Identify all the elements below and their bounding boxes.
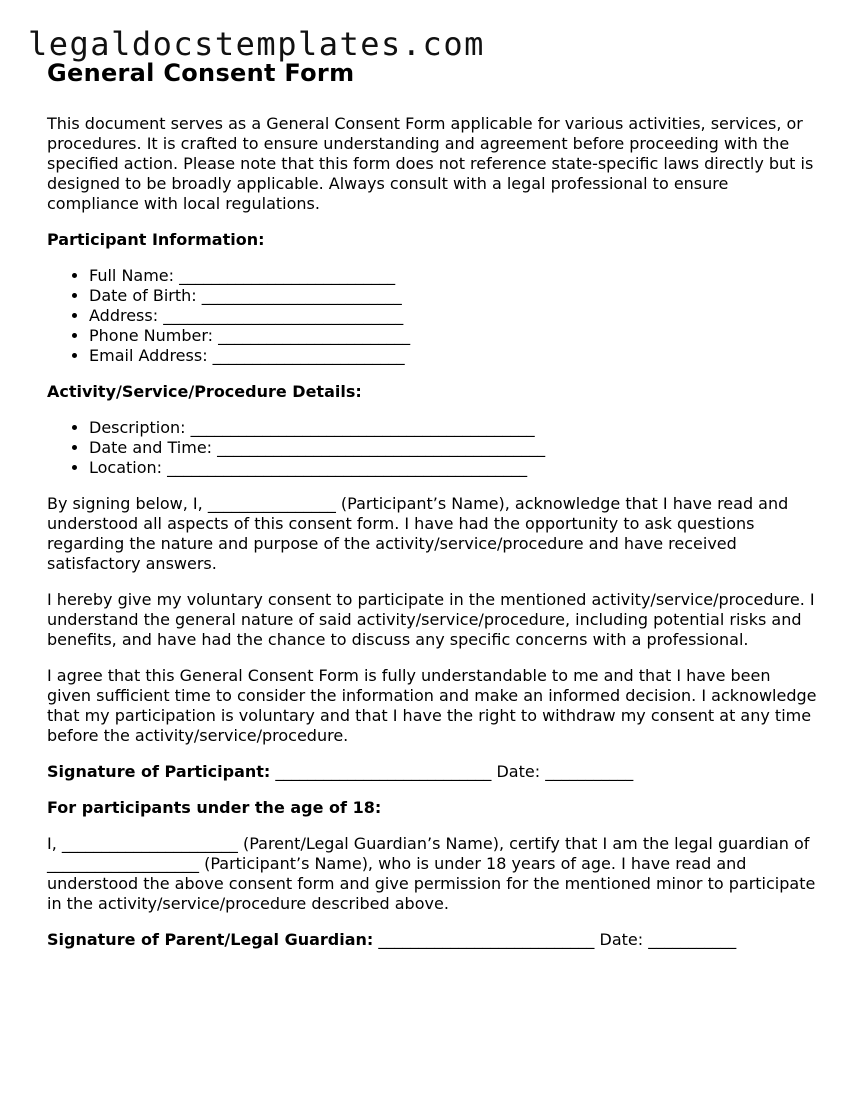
list-item-address: • Address: ______________________________ [89,306,817,326]
participant-signature-label: Signature of Participant: [47,762,271,781]
participant-info-heading: Participant Information: [47,230,265,249]
activity-details-heading: Activity/Service/Procedure Details: [47,382,362,401]
acknowledgement-paragraph: By signing below, I, ________________ (Participant’s Name), acknowledge that I have read and understood all aspects of this consent form. I have had the opportunity to ask questions regarding the nature and purpose of the activity/service/procedure and have received satisfactory answers. [47,494,789,573]
list-item-date-of-birth: • Date of Birth: _________________________ [89,286,817,306]
consent-document [47,58,817,966]
list-item-location: • Location: _____________________________________________ [89,458,817,478]
page-title: General Consent Form [47,59,355,87]
intro-paragraph: This document serves as a General Consent Form applicable for various activities, services, or procedures. It is crafted to ensure understanding and agreement before proceeding with the specified action. Please note that this form does not reference state-specific laws directly but is designed to be broadly applicable. Always consult with a legal professional to ensure compliance with local regulations. [47,114,814,213]
activity-details-list [47,418,817,478]
list-item-email-address: • Email Address: ________________________ [89,346,817,366]
guardian-statement-paragraph: I, ______________________ (Parent/Legal Guardian’s Name), certify that I am the legal guardian of ___________________ (Participant’s Name), who is under 18 years of age. I have read and understood the above consent form and give permission for the mentioned minor to participate in the activity/service/procedure described above. [47,834,816,913]
guardian-signature-label: Signature of Parent/Legal Guardian: [47,930,374,949]
participant-signature-blank: ___________________________ Date: ___________ [270,762,634,781]
minor-section-heading: For participants under the age of 18: [47,798,382,817]
watermark-text: legaldocstemplates.com [28,25,485,63]
list-item-date-and-time: • Date and Time: _________________________________________ [89,438,817,458]
guardian-signature-blank: ___________________________ Date: ___________ [373,930,737,949]
guardian-signature-line [47,930,817,950]
agreement-paragraph: I agree that this General Consent Form is fully understandable to me and that I have been given sufficient time to consider the information and make an informed decision. I acknowledge that my participation is voluntary and that I have the right to withdraw my consent at any time before the activity/service/procedure. [47,666,817,745]
list-item-phone-number: • Phone Number: ________________________ [89,326,817,346]
list-item-description: • Description: ___________________________________________ [89,418,817,438]
participant-signature-line [47,762,817,782]
participant-info-list [47,266,817,366]
voluntary-consent-paragraph: I hereby give my voluntary consent to participate in the mentioned activity/service/procedure. I understand the general nature of said activity/service/procedure, including potential risks and benefits, and have had the chance to discuss any specific concerns with a professional. [47,590,815,649]
list-item-full-name: • Full Name: ___________________________ [89,266,817,286]
